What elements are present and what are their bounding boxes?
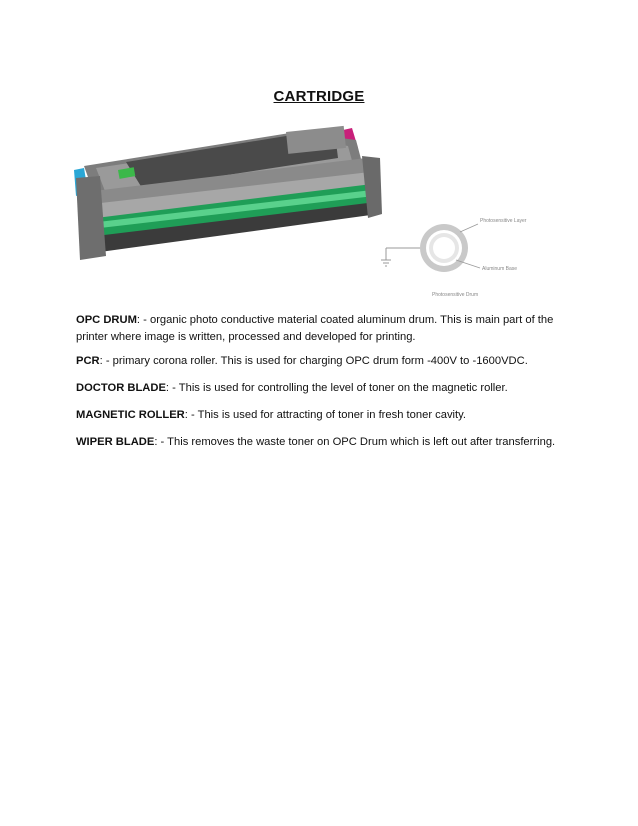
term-label: MAGNETIC ROLLER: [76, 409, 185, 421]
paragraph-pcr: [76, 353, 576, 370]
page-title: CARTRIDGE: [273, 88, 365, 105]
drum-caption: Photosensitive Drum: [432, 292, 479, 298]
term-description: : - This removes the waste toner on OPC Drum which is left out after transferring.: [154, 436, 556, 448]
paragraph-wiper-blade: [76, 434, 576, 451]
drum-label-base: Aluminum Base: [482, 266, 518, 272]
paragraph-magnetic-roller: [76, 407, 576, 424]
paragraph-doctor-blade: [76, 380, 576, 397]
term-description: : - This is used for controlling the level of toner on the magnetic roller.: [165, 382, 508, 394]
term-label: PCR: [76, 355, 100, 367]
toner-cartridge-image: [66, 118, 384, 268]
drum-label-layer: Photosensitive Layer: [480, 218, 527, 224]
paragraph-opc-drum: [76, 312, 576, 346]
term-description: : - organic photo conductive material coated aluminum drum. This is main part of the printer where image is written, processed and developed for printing.: [76, 314, 554, 343]
term-description: : - primary corona roller. This is used for charging OPC drum form -400V to -1600VDC.: [99, 355, 528, 367]
term-label: WIPER BLADE: [76, 436, 155, 448]
term-label: DOCTOR BLADE: [76, 382, 166, 394]
term-label: OPC DRUM: [76, 314, 137, 326]
photosensitive-drum-diagram: [372, 208, 552, 300]
term-description: : - This is used for attracting of toner in fresh toner cavity.: [184, 409, 467, 421]
